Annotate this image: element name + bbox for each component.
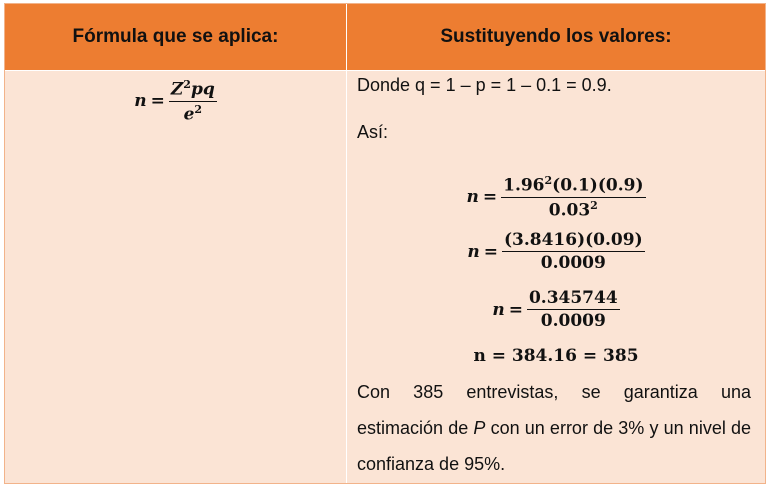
eq1-num-a: 1.96 — [503, 175, 545, 196]
formula-numerator — [169, 78, 217, 102]
eq1-numerator — [501, 174, 645, 198]
eq1-fraction — [501, 174, 645, 220]
eq1-equals: = — [482, 187, 498, 208]
header-substitution — [347, 4, 765, 70]
eq3-equals: = — [508, 299, 523, 320]
eq1-num-exp: 2 — [544, 174, 553, 187]
eq2-lhs: n — [467, 241, 480, 262]
eq2-fraction — [502, 230, 645, 273]
header-formula — [5, 4, 346, 70]
formula-e: e — [183, 104, 195, 125]
formula-lhs: n — [134, 91, 147, 112]
conclusion-text — [357, 374, 751, 482]
eq3-denominator: 0.0009 — [540, 311, 606, 331]
eq1-den-exp: 2 — [590, 198, 598, 212]
formula-equals: = — [150, 91, 165, 112]
equation-1 — [347, 174, 765, 220]
eq1-denominator — [549, 198, 598, 221]
conclusion-part-b: con un error de 3% y un nivel de confianza de 95%. — [357, 418, 752, 474]
equation-2 — [347, 230, 765, 273]
eq1-lhs: n — [466, 187, 479, 208]
formula-pq: pq — [190, 79, 215, 100]
formula-denominator — [184, 102, 202, 125]
eq3-lhs: n — [492, 299, 505, 320]
eq1-num-b: (0.1)(0.9) — [552, 175, 644, 196]
eq4-result: n = 384.16 = 385 — [473, 346, 639, 366]
asi-label: Así: — [357, 122, 389, 142]
conclusion-p: P — [473, 418, 486, 438]
column-divider — [346, 4, 347, 483]
formula-z-exp: 2 — [183, 78, 191, 91]
q-definition: Donde q = 1 – p = 1 – 0.1 = 0.9. — [357, 75, 612, 95]
eq1-den-a: 0.03 — [548, 200, 591, 221]
eq2-equals: = — [483, 241, 498, 262]
sample-size-formula — [5, 78, 346, 124]
substitution-cell — [347, 70, 765, 483]
eq3-fraction — [527, 288, 620, 331]
conclusion-part-a: Con 385 entrevistas, se garantiza una estimación de — [357, 382, 751, 438]
eq2-denominator: 0.0009 — [540, 253, 606, 273]
formula-table — [4, 3, 766, 484]
formula-e-exp: 2 — [194, 102, 203, 116]
equation-4 — [347, 346, 765, 366]
equation-3 — [347, 288, 765, 331]
formula-fraction — [169, 78, 217, 124]
eq2-numerator: (3.8416)(0.09) — [503, 230, 643, 250]
row-divider — [5, 70, 765, 71]
formula-cell — [5, 70, 346, 483]
header-substitution-label: Sustituyendo los valores: — [440, 26, 672, 47]
eq3-numerator: 0.345744 — [528, 288, 618, 308]
header-formula-label: Fórmula que se aplica: — [72, 26, 279, 47]
formula-z: Z — [170, 79, 184, 100]
